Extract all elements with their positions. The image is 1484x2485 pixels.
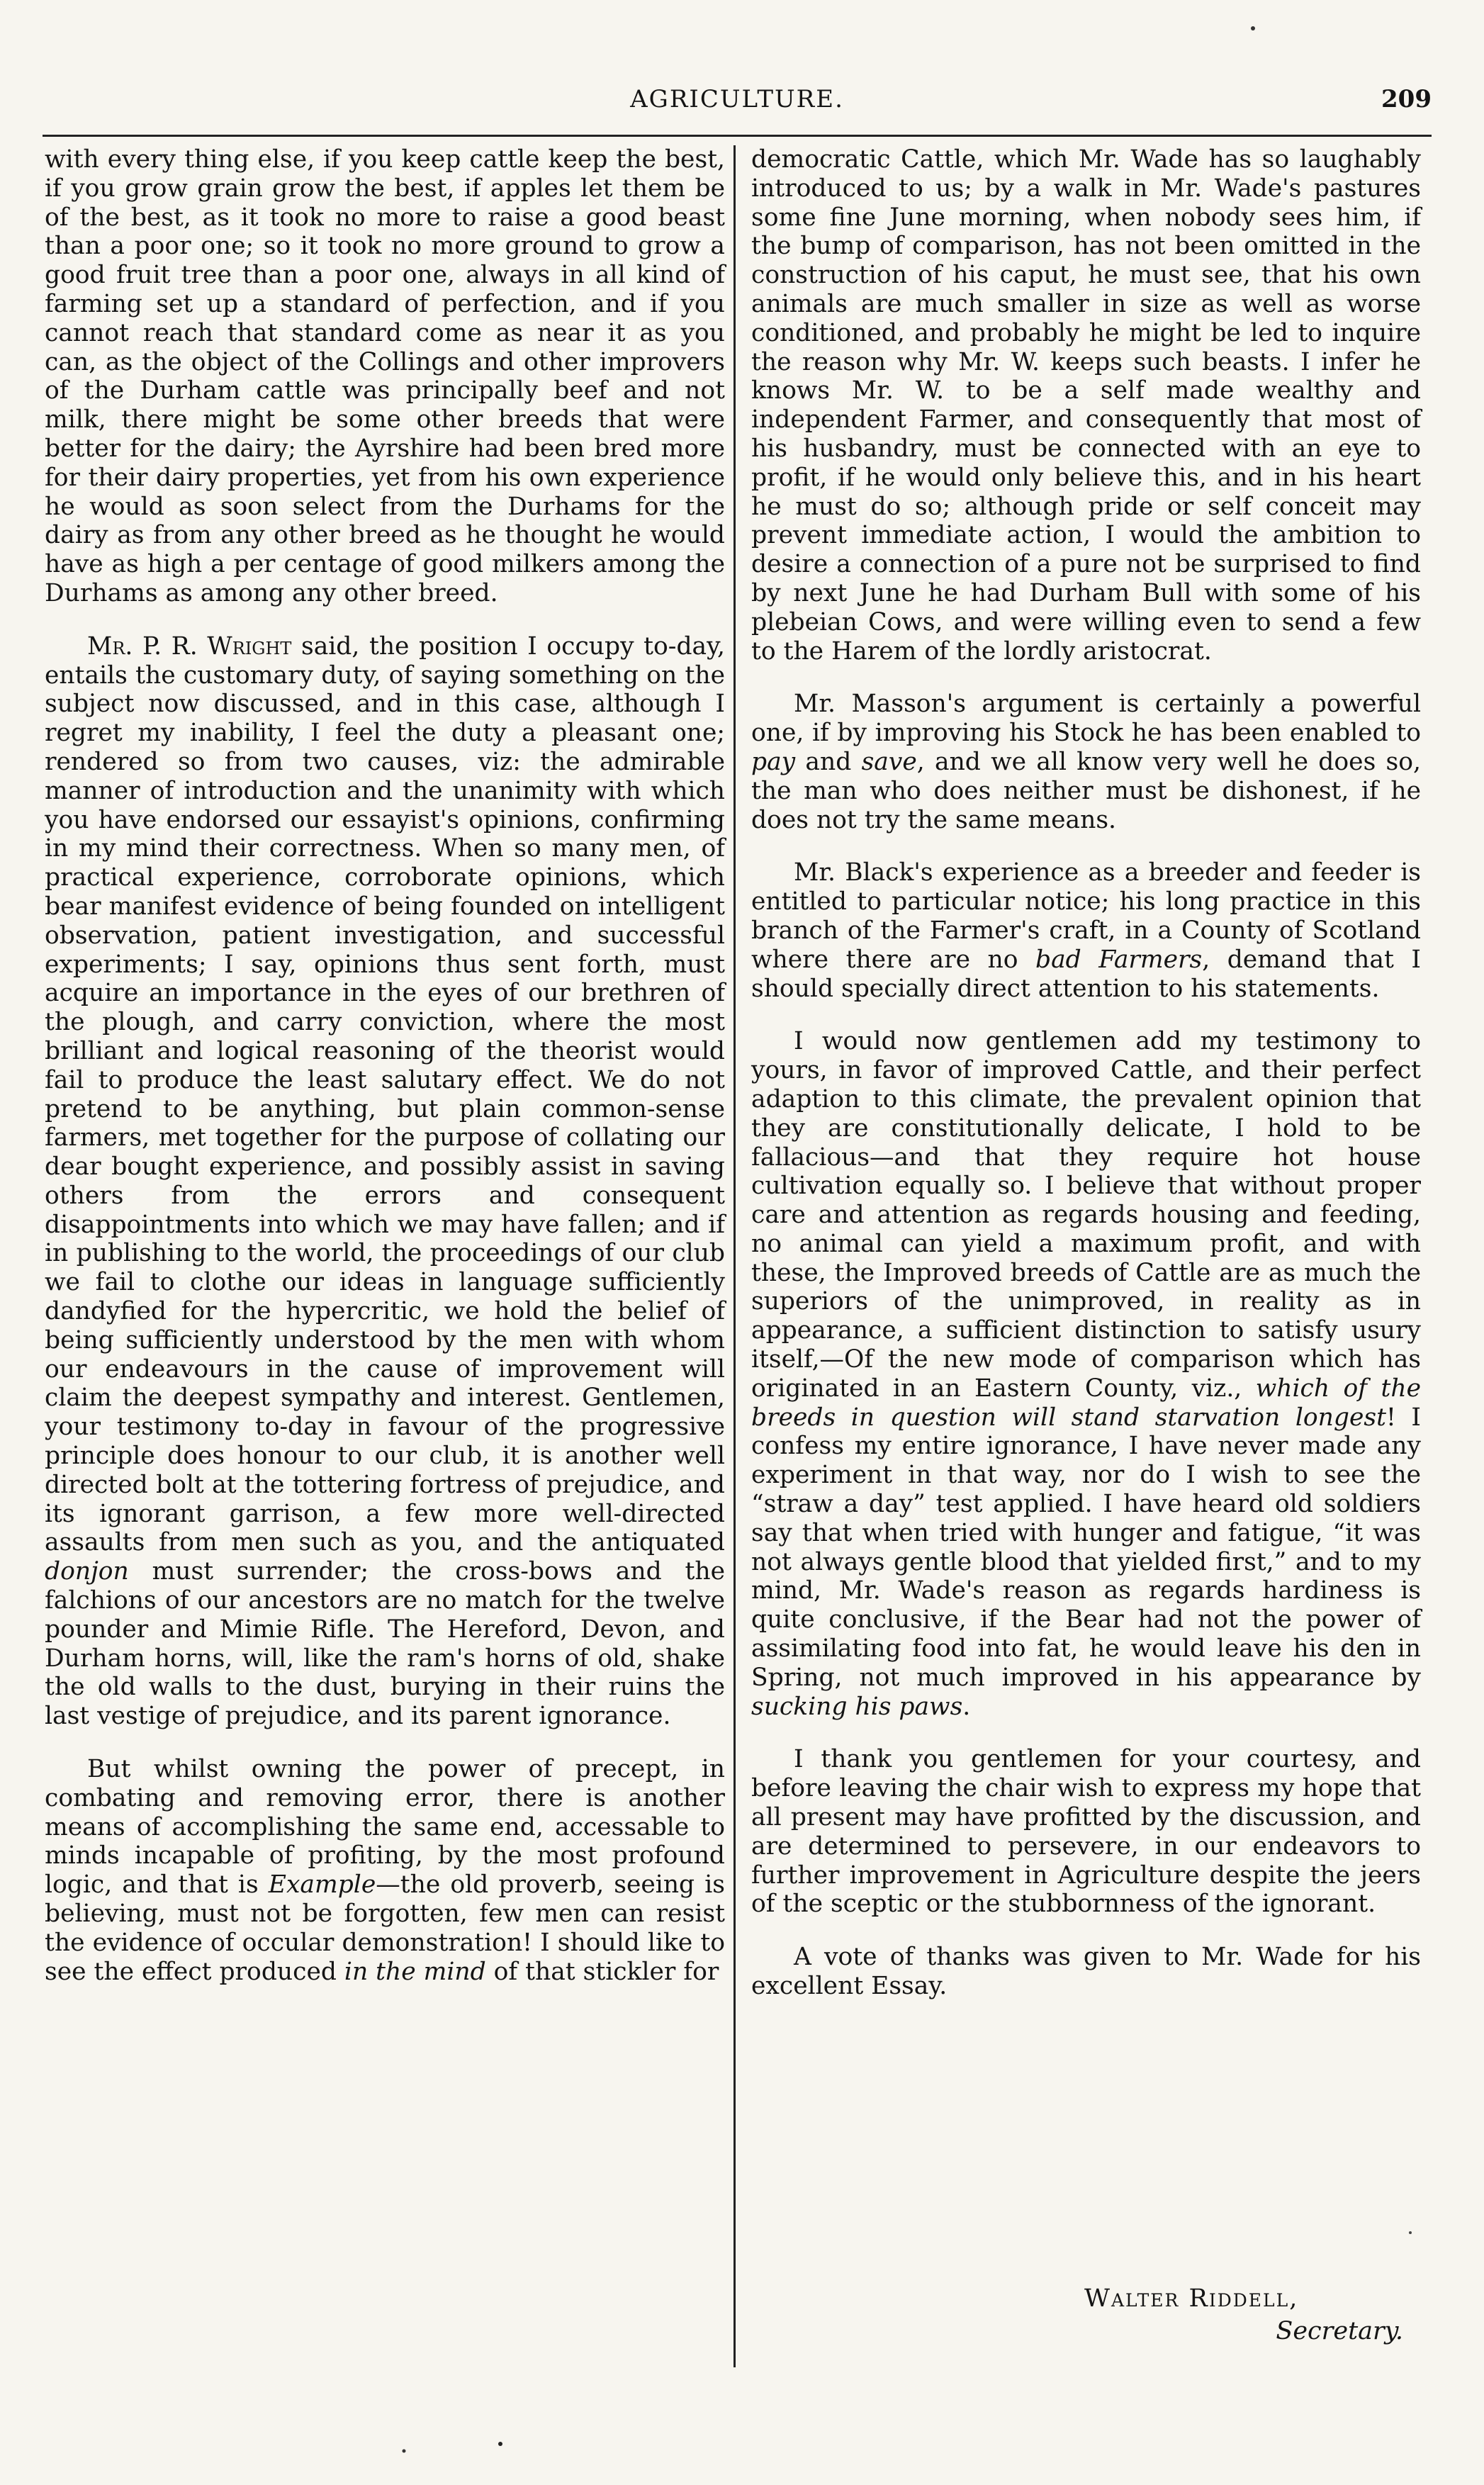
right-paragraph-6: A vote of thanks was given to Mr. Wade for his excellent Essay. xyxy=(751,1943,1421,2001)
left-paragraph-3-a: But whilst owning the power of precept, in combating and removing error, there is another means of accomplishing the same end, accessable to minds incapable of profiting, by the most profound logic, and that is xyxy=(45,1755,725,1900)
signature-title: Secretary. xyxy=(1276,2317,1403,2345)
right-paragraph-2-a: Mr. Masson's argument is certainly a powerful one, if by improving his Stock he has been enabled to xyxy=(751,690,1421,748)
left-paragraph-2 xyxy=(45,632,725,1731)
left-paragraph-1: with every thing else, if you keep cattle keep the best, if you grow grain grow the best, if apples let them be of the best, as it took no more to raise a good beast than a poor one; so it took no more ground to grow a good fruit tree than a poor one, always in all kind of farming set up a standard of perfection, and if you cannot reach that standard come as near it as you can, as the object of the Collings and other improvers of the Durham cattle was principally beef and not milk, there might be some other breeds that were better for the dairy; the Ayrshire had been bred more for their dairy properties, yet from his own experience he would as soon select from the Durhams for the dairy as from any other breed as he thought he would have as high a per centage of good milkers among the Durhams as among any other breed. xyxy=(45,145,725,607)
right-paragraph-4-a: I would now gentlemen add my testimony to yours, in favor of improved Cattle, and their perfect adaption to this climate, the prevalent opinion that they are constitutionally delicate, I hold to be fallacious—and that they require hot house cultivation equally so. I believe that without proper care and attention as regards housing and feeding, no animal can yield a maximum profit, and with these, the Improved breeds of Cattle are as much the superiors of the unimproved, in reality as in appearance, a sufficient distinction to satisfy usury itself,—Of the new mode of comparison which has originated in an Eastern County, viz., xyxy=(751,1027,1421,1403)
right-paragraph-1: democratic Cattle, which Mr. Wade has so laughably introduced to us; by a walk in Mr. Wade's pastures some fine June morning, when nobody sees him, if the bump of comparison, has not been omitted in the construction of his caput, he must see, that his own animals are much smaller in size as well as worse conditioned, and probably he might be led to inquire the reason why Mr. W. keeps such beasts. I infer he knows Mr. W. to be a self made wealthy and independent Farmer, and consequently that most of his husbandry, must be connected with an eye to profit, if he would only believe this, and in his heart he must do so; although pride or self conceit may prevent immediate action, I would the ambition to desire a connection of a pure not be surprised to find by next June he had Durham Bull with some of his plebeian Cows, and were willing even to send a few to the Harem of the lordly aristocrat. xyxy=(751,145,1421,666)
right-paragraph-4-c: . xyxy=(962,1692,971,1721)
right-paragraph-3-b: , demand that I should specially direct attention to his statements. xyxy=(751,945,1421,1003)
right-paragraph-2-b: and xyxy=(795,747,862,776)
column-divider xyxy=(733,145,736,2367)
right-paragraph-3 xyxy=(751,858,1421,1003)
right-paragraph-2 xyxy=(751,690,1421,834)
left-column xyxy=(45,145,725,2010)
running-title: AGRICULTURE. xyxy=(630,85,844,113)
left-paragraph-3-b: —the old proverb, seeing is believing, must not be forgotten, few men can resist the evidence of occular demonstration! I should like to see the effect produced xyxy=(45,1870,725,1986)
signature-name: Walter Riddell, xyxy=(1084,2284,1299,2313)
page-number: 209 xyxy=(1381,85,1432,113)
left-paragraph-3 xyxy=(45,1755,725,1986)
left-paragraph-3-c: of that stickler for xyxy=(485,1957,719,1986)
right-paragraph-2-c: , and we all know very well he does so, the man who does neither must be dishonest, if he does not try the same means. xyxy=(751,747,1421,834)
header-rule xyxy=(43,135,1432,137)
italic-in-the-mind: in the mind xyxy=(344,1957,486,1986)
page-header xyxy=(43,85,1432,128)
italic-pay: pay xyxy=(751,747,796,776)
speaker-name: Mr. P. R. Wright xyxy=(87,632,292,661)
italic-donjon: donjon xyxy=(45,1557,129,1586)
right-paragraph-4-b: ! I confess my entire ignorance, I have never made any experiment in that way, nor do I wish to see the “straw a day” test applied. I have heard old soldiers say that when tried with hunger and fatigue, “it was not always gentle blood that yielded first,” and to my mind, Mr. Wade's reason as regards hardiness is quite conclusive, if the Bear had not the power of assimilating food into fat, he would leave his den in Spring, not much improved in his appearance by xyxy=(751,1403,1421,1692)
italic-sucking-his-paws: sucking his paws xyxy=(751,1692,963,1721)
left-paragraph-2-end: must surrender; the cross-bows and the falchions of our ancestors are no match for the twelve pounder and Mimie Rifle. The Hereford, Devon, and Durham horns, will, like the ram's horns of old, shake the old walls to the dust, burying in their ruins the last vestige of prejudice, and its parent ignorance. xyxy=(45,1557,725,1731)
right-paragraph-4 xyxy=(751,1027,1421,1721)
italic-bad-farmers: bad Farmers xyxy=(1035,945,1203,974)
italic-starvation: which of the breeds in question will stand starvation longest xyxy=(751,1374,1421,1432)
italic-example: Example xyxy=(268,1870,376,1900)
left-paragraph-2-text: said, the position I occupy to-day, entails the customary duty, of saying something on the subject now discussed, and in this case, although I regret my inability, I feel the duty a pleasant one; rendered so from two causes, viz: the admirable manner of introduction and the unanimity with which you have endorsed our essayist's opinions, confirming in my mind their correctness. When so many men, of practical experience, corroborate opinions, which bear manifest evidence of being founded on intelligent observation, patient investigation, and successful experiments; I say, opinions thus sent forth, must acquire an importance in the eyes of our brethren of the plough, and carry conviction, where the most brilliant and logical reasoning of the theorist would fail to produce the least salutary effect. We do not pretend to be anything, but plain common-sense farmers, met together for the purpose of collating our dear bought experience, and possibly assist in saving others from the errors and consequent disappointments into which we may have fallen; and if in publishing to the world, the proceedings of our club we fail to clothe our ideas in language sufficiently dandyfied for the hypercritic, we hold the belief of being sufficiently understood by the men with whom our endeavours in the cause of improvement will claim the deepest sympathy and interest. Gentlemen, your testimony to-day in favour of the progressive principle does honour to our club, it is another well directed bolt at the tottering fortress of prejudice, and its ignorant garrison, a few more well-directed assaults from men such as you, and the antiquated xyxy=(45,632,725,1557)
right-column xyxy=(751,145,1421,2025)
signature-block xyxy=(1063,2282,1432,2347)
right-paragraph-5: I thank you gentlemen for your courtesy, and before leaving the chair wish to express my hope that all present may have profitted by the discussion, and are determined to persevere, in our endeavors to further improvement in Agriculture despite the jeers of the sceptic or the stubbornness of the ignorant. xyxy=(751,1745,1421,1919)
italic-save: save xyxy=(861,747,917,776)
right-paragraph-3-a: Mr. Black's experience as a breeder and feeder is entitled to particular notice; his long practice in this branch of the Farmer's craft, in a County of Scotland where there are no xyxy=(751,858,1421,974)
